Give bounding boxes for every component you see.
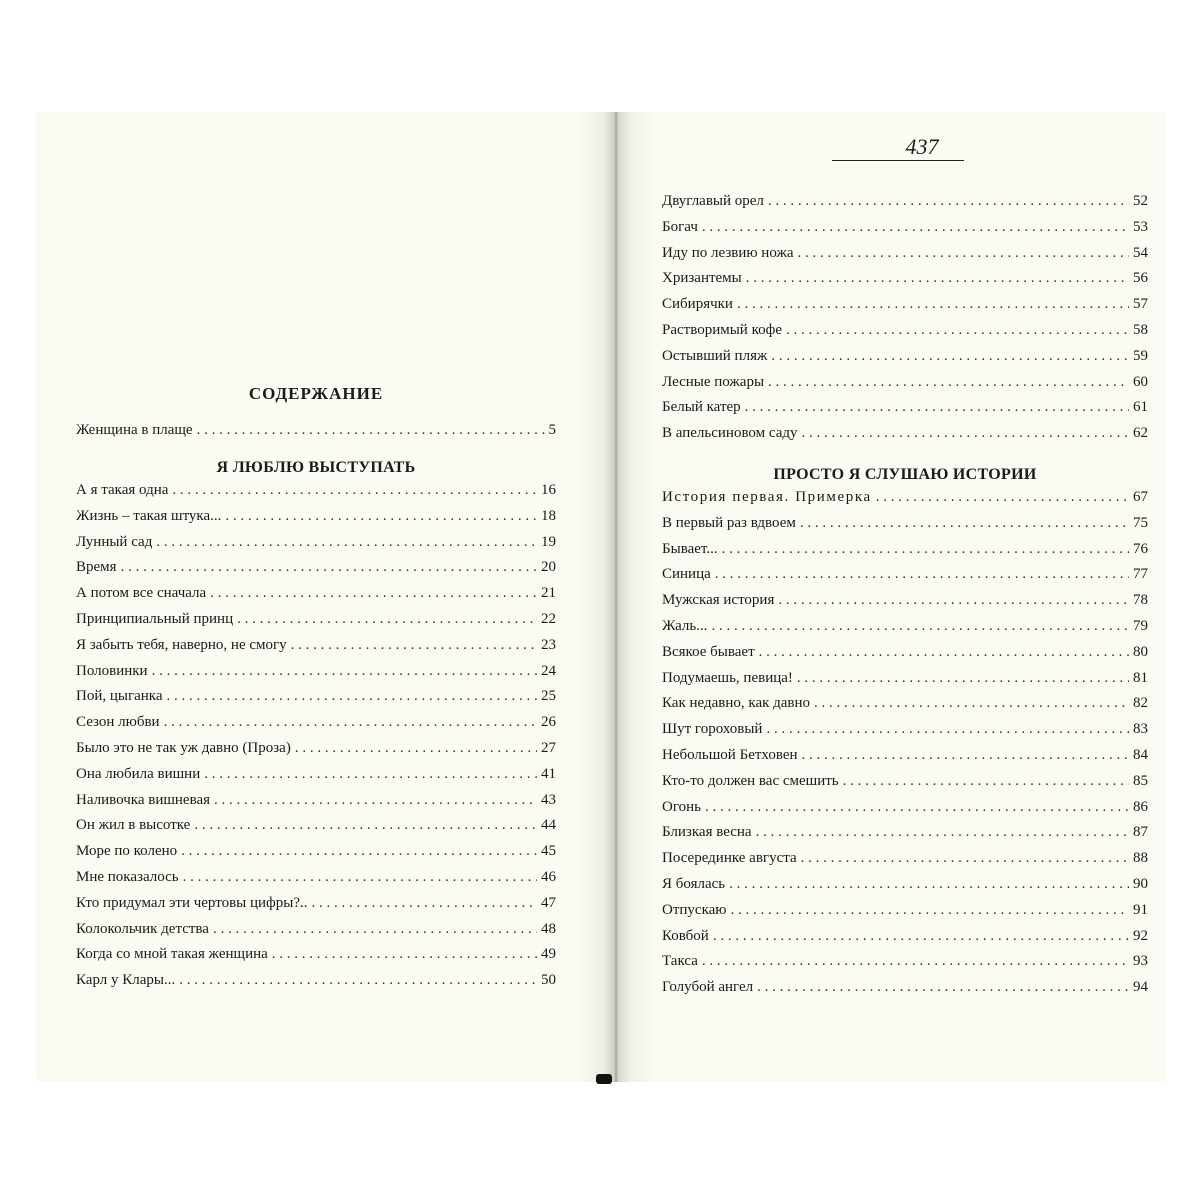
toc-list-right <box>662 193 1148 451</box>
toc-entry-page: 49 <box>541 946 556 963</box>
toc-entry <box>662 193 1148 219</box>
dot-leader <box>745 399 1129 416</box>
toc-entry <box>76 946 556 972</box>
toc-entry <box>76 792 556 818</box>
toc-entry-page: 76 <box>1133 540 1148 557</box>
toc-entry-page: 88 <box>1133 850 1148 867</box>
toc-entry-title: Белый катер <box>662 399 741 416</box>
toc-entry-title: Близкая весна <box>662 824 752 841</box>
toc-entry-page: 22 <box>541 610 556 627</box>
dot-leader <box>167 688 537 705</box>
toc-entry-page: 46 <box>541 868 556 885</box>
toc-entry <box>662 670 1148 696</box>
dot-leader <box>759 644 1129 661</box>
toc-entry <box>662 773 1148 799</box>
dot-leader <box>800 515 1129 532</box>
dot-leader <box>181 843 537 860</box>
toc-entry-page: 50 <box>541 972 556 989</box>
toc-entry <box>662 515 1148 541</box>
toc-entry-page: 90 <box>1133 875 1148 892</box>
toc-entry-page: 59 <box>1133 347 1148 364</box>
toc-entry-title: Всякое бывает <box>662 643 755 660</box>
dot-leader <box>801 850 1129 867</box>
toc-entry-page: 56 <box>1133 270 1148 287</box>
dot-leader <box>183 869 537 886</box>
toc-entry-title: Мне показалось <box>76 868 179 885</box>
toc-entry-title: Хризантемы <box>662 270 742 287</box>
dot-leader <box>843 773 1129 790</box>
toc-entry-title: Я боялась <box>662 875 726 892</box>
dot-leader <box>797 245 1129 262</box>
toc-entry-page: 47 <box>541 894 556 911</box>
toc-entry-title: Жаль... <box>662 617 708 634</box>
dot-leader <box>768 374 1129 391</box>
dot-leader <box>797 670 1129 687</box>
dot-leader <box>702 219 1129 236</box>
toc-entry-title: Когда со мной такая женщина <box>76 946 268 963</box>
dot-leader <box>213 921 537 938</box>
toc-entry <box>662 219 1148 245</box>
toc-entry <box>76 663 556 689</box>
toc-entry <box>662 876 1148 902</box>
dot-leader <box>197 422 545 439</box>
toc-entry-title: Кто придумал эти чертовы цифры?.. <box>76 894 308 911</box>
dot-leader <box>164 714 537 731</box>
toc-entry <box>662 850 1148 876</box>
dot-leader <box>722 541 1129 558</box>
toc-entry <box>76 766 556 792</box>
dot-leader <box>295 740 537 757</box>
toc-entry-page: 18 <box>541 507 556 524</box>
toc-entry-title: Лесные пожары <box>662 373 765 390</box>
toc-entry <box>662 953 1148 979</box>
toc-entry-page: 67 <box>1133 489 1148 505</box>
toc-entry-page: 24 <box>541 662 556 679</box>
toc-entry-page: 41 <box>541 765 556 782</box>
dot-leader <box>802 425 1129 442</box>
page-number-rule <box>832 160 964 161</box>
toc-entry-page: 48 <box>541 920 556 937</box>
dot-leader <box>152 663 537 680</box>
toc-entry <box>662 296 1148 322</box>
toc-entry <box>662 374 1148 400</box>
toc-entry-page: 60 <box>1133 373 1148 390</box>
toc-entry <box>662 322 1148 348</box>
toc-entry-page: 54 <box>1133 244 1148 261</box>
page-number: 437 <box>905 134 939 159</box>
dot-leader <box>729 876 1129 893</box>
toc-entry-title: Богач <box>662 218 698 235</box>
toc-entry-page: 77 <box>1133 566 1148 583</box>
dot-leader <box>802 747 1129 764</box>
toc-entry-title: Шут гороховый <box>662 721 763 738</box>
toc-entry <box>76 817 556 843</box>
dot-leader <box>291 637 537 654</box>
toc-entry-title: Небольшой Бетховен <box>662 746 798 763</box>
dot-leader <box>731 902 1130 919</box>
toc-entry-page: 25 <box>541 688 556 705</box>
toc-entry-title: Голубой ангел <box>662 979 754 996</box>
toc-entry-page: 85 <box>1133 772 1148 789</box>
dot-leader <box>715 566 1129 583</box>
dot-leader <box>702 953 1129 970</box>
toc-entry-title: Кто-то должен вас смешить <box>662 772 839 789</box>
dot-leader <box>172 482 537 499</box>
toc-entry-title: Такса <box>662 953 698 970</box>
toc-entry-page: 91 <box>1133 901 1148 918</box>
toc-entry <box>662 566 1148 592</box>
toc-entry <box>76 869 556 895</box>
dot-leader <box>705 799 1129 816</box>
dot-leader <box>272 946 537 963</box>
toc-entry-title: Я забыть тебя, наверно, не смогу <box>76 636 287 653</box>
contents-title: СОДЕРЖАНИЕ <box>248 384 384 403</box>
toc-entry-page: 81 <box>1133 669 1148 686</box>
toc-entry-title: Женщина в плаще <box>76 422 193 438</box>
dot-leader <box>312 895 538 912</box>
section-title: Я ЛЮБЛЮ ВЫСТУПАТЬ <box>216 459 416 476</box>
toc-entry-title: Наливочка вишневая <box>76 791 211 808</box>
toc-entry-page: 83 <box>1133 721 1148 738</box>
toc-entry-page: 62 <box>1133 425 1148 442</box>
toc-entry <box>76 740 556 766</box>
toc-entry-page: 80 <box>1133 643 1148 660</box>
toc-entry <box>662 348 1148 374</box>
dot-leader <box>757 979 1129 996</box>
toc-entry-title: Растворимый кофе <box>662 321 782 338</box>
toc-entry-title: Ковбой <box>662 927 709 944</box>
toc-entry <box>76 534 556 560</box>
dot-leader <box>237 611 537 628</box>
toc-entry <box>662 644 1148 670</box>
section-title: ПРОСТО Я СЛУШАЮ ИСТОРИИ <box>773 466 1037 483</box>
toc-entry-title: Двуглавый орел <box>662 193 764 209</box>
book-spread <box>36 112 1166 1082</box>
toc-entry-title: Сибирячки <box>662 296 733 313</box>
toc-entry-page: 23 <box>541 636 556 653</box>
toc-entry <box>662 618 1148 644</box>
toc-entry-page: 92 <box>1133 927 1148 944</box>
toc-entry-page: 19 <box>541 533 556 550</box>
toc-entry-title: Море по колено <box>76 843 178 860</box>
toc-entry-title: Он жил в высотке <box>76 817 191 834</box>
toc-entry <box>76 611 556 637</box>
toc-entry-page: 58 <box>1133 321 1148 338</box>
toc-entry <box>662 425 1148 451</box>
toc-entry-title: А я такая одна <box>76 482 169 498</box>
toc-entry-page: 94 <box>1133 979 1148 996</box>
toc-entry <box>662 489 1148 515</box>
toc-entry-title: Как недавно, как давно <box>662 695 811 712</box>
toc-entry-title: Половинки <box>76 662 148 679</box>
toc-entry <box>662 824 1148 850</box>
toc-entry-page: 75 <box>1133 514 1148 531</box>
toc-entry <box>76 843 556 869</box>
toc-entry-title: Время <box>76 559 117 576</box>
toc-entry-title: Мужская история <box>662 592 775 609</box>
toc-entry <box>76 637 556 663</box>
toc-entry-page: 53 <box>1133 218 1148 235</box>
toc-entry <box>662 592 1148 618</box>
toc-entry-title: История первая. Примерка <box>662 489 872 505</box>
toc-entry-title: Было это не так уж давно (Проза) <box>76 739 291 756</box>
toc-entry-title: Посерединке августа <box>662 850 797 867</box>
dot-leader <box>786 322 1129 339</box>
toc-entry-title: Пой, цыганка <box>76 688 163 705</box>
dot-leader <box>156 534 537 551</box>
toc-entry <box>76 921 556 947</box>
dot-leader <box>876 489 1129 506</box>
toc-entry-page: 93 <box>1133 953 1148 970</box>
dot-leader <box>225 508 537 525</box>
toc-list-left <box>76 482 556 998</box>
toc-list-right-section <box>662 489 1148 1005</box>
toc-entry <box>662 270 1148 296</box>
toc-entry <box>76 688 556 714</box>
dot-leader <box>210 585 537 602</box>
toc-entry-title: Сезон любви <box>76 714 160 731</box>
toc-entry <box>662 721 1148 747</box>
bookmark-ribbon <box>596 1074 612 1084</box>
toc-entry <box>662 399 1148 425</box>
toc-intro <box>76 422 556 448</box>
toc-entry-page: 27 <box>541 739 556 756</box>
toc-entry <box>76 482 556 508</box>
toc-entry <box>76 559 556 585</box>
toc-entry <box>662 928 1148 954</box>
toc-entry-title: Колокольчик детства <box>76 920 209 937</box>
toc-entry-page: 87 <box>1133 824 1148 841</box>
toc-entry-page: 79 <box>1133 617 1148 634</box>
toc-entry-page: 21 <box>541 585 556 602</box>
toc-entry <box>662 799 1148 825</box>
toc-entry-title: Карл у Клары... <box>76 972 176 989</box>
toc-entry-page: 61 <box>1133 399 1148 416</box>
toc-entry <box>76 422 556 448</box>
toc-entry-page: 44 <box>541 817 556 834</box>
toc-entry-title: Иду по лезвию ножа <box>662 244 794 261</box>
toc-entry-title: Принципиальный принц <box>76 610 234 627</box>
dot-leader <box>194 817 537 834</box>
dot-leader <box>756 824 1129 841</box>
dot-leader <box>204 766 537 783</box>
dot-leader <box>746 270 1129 287</box>
dot-leader <box>121 559 537 576</box>
dot-leader <box>711 618 1129 635</box>
toc-entry-page: 86 <box>1133 798 1148 815</box>
toc-entry-page: 82 <box>1133 695 1148 712</box>
dot-leader <box>771 348 1129 365</box>
toc-entry <box>662 979 1148 1005</box>
toc-entry <box>76 585 556 611</box>
toc-entry-title: А потом все сначала <box>76 585 207 602</box>
toc-entry-page: 20 <box>541 559 556 576</box>
toc-entry-page: 16 <box>541 482 556 498</box>
toc-entry <box>662 695 1148 721</box>
toc-entry <box>662 245 1148 271</box>
dot-leader <box>713 928 1129 945</box>
toc-entry-title: Бывает... <box>662 540 718 557</box>
toc-entry-title: В апельсиновом саду <box>662 425 798 442</box>
toc-entry-title: В первый раз вдвоем <box>662 514 796 531</box>
dot-leader <box>768 193 1129 210</box>
toc-entry-title: Отпускаю <box>662 901 727 918</box>
toc-entry <box>662 902 1148 928</box>
toc-entry <box>662 747 1148 773</box>
toc-entry <box>76 972 556 998</box>
toc-entry-page: 26 <box>541 714 556 731</box>
toc-entry-page: 5 <box>548 422 556 438</box>
dot-leader <box>766 721 1129 738</box>
toc-entry <box>76 895 556 921</box>
dot-leader <box>778 592 1129 609</box>
book-gutter <box>576 112 656 1082</box>
toc-entry-title: Она любила вишни <box>76 765 201 782</box>
toc-entry-title: Огонь <box>662 798 701 815</box>
toc-entry-title: Синица <box>662 566 711 583</box>
toc-entry-page: 43 <box>541 791 556 808</box>
toc-entry <box>662 541 1148 567</box>
dot-leader <box>179 972 537 989</box>
toc-entry-page: 78 <box>1133 592 1148 609</box>
toc-entry <box>76 714 556 740</box>
dot-leader <box>737 296 1129 313</box>
dot-leader <box>214 792 537 809</box>
toc-entry-title: Лунный сад <box>76 533 153 550</box>
toc-entry <box>76 508 556 534</box>
toc-entry-page: 84 <box>1133 746 1148 763</box>
toc-entry-title: Жизнь – такая штука... <box>76 507 222 524</box>
toc-entry-page: 45 <box>541 843 556 860</box>
toc-entry-title: Подумаешь, певица! <box>662 669 793 686</box>
toc-entry-page: 57 <box>1133 296 1148 313</box>
toc-entry-page: 52 <box>1133 193 1148 209</box>
dot-leader <box>814 695 1129 712</box>
toc-entry-title: Остывший пляж <box>662 347 768 364</box>
